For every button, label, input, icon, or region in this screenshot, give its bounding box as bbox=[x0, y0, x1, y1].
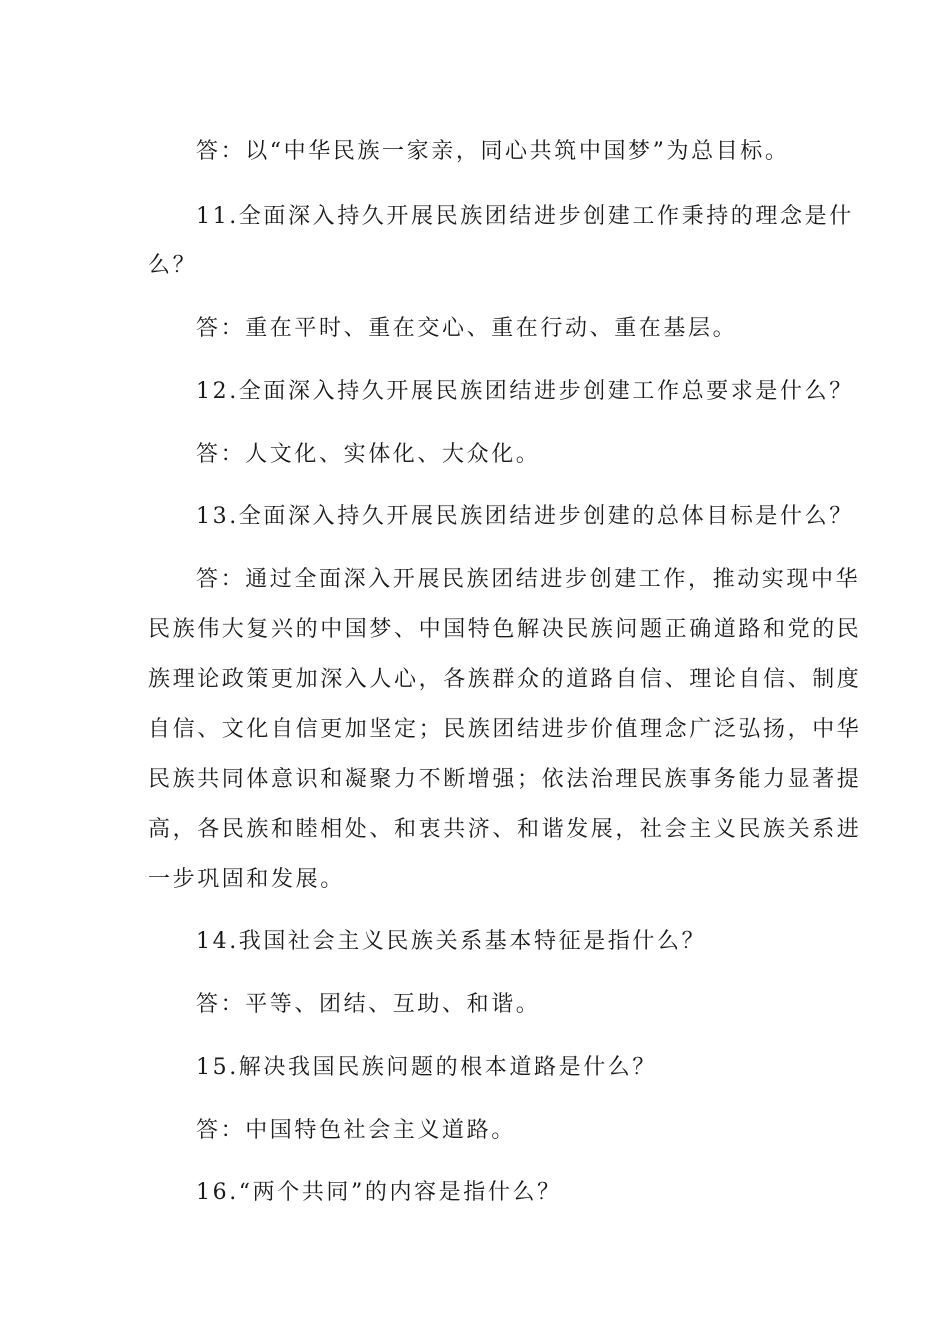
question-13: 13.全面深入持久开展民族团结进步创建的总体目标是什么？ bbox=[196, 504, 854, 529]
question-16: 16.“两个共同”的内容是指什么？ bbox=[196, 1180, 562, 1205]
answer-13-line-6: 高，各民族和睦相处、和衷共济、和谐发展，社会主义民族关系进 bbox=[148, 817, 862, 842]
answer-13-line-5: 民族共同体意识和凝聚力不断增强；依法治理民族事务能力显著提 bbox=[148, 767, 862, 792]
question-12: 12.全面深入持久开展民族团结进步创建工作总要求是什么？ bbox=[196, 379, 854, 404]
answer-13-line-1: 答：通过全面深入开展民族团结进步创建工作，推动实现中华 bbox=[196, 567, 861, 592]
answer-15: 答：中国特色社会主义道路。 bbox=[196, 1118, 516, 1143]
answer-11: 答：重在平时、重在交心、重在行动、重在基层。 bbox=[196, 316, 738, 341]
answer-10: 答：以“中华民族一家亲，同心共筑中国梦”为总目标。 bbox=[196, 139, 790, 164]
answer-13-line-4: 自信、文化自信更加坚定；民族团结进步价值理念广泛弘扬，中华 bbox=[148, 717, 862, 742]
answer-13-line-2: 民族伟大复兴的中国梦、中国特色解决民族问题正确道路和党的民 bbox=[148, 617, 862, 642]
answer-13-line-3: 族理论政策更加深入人心，各族群众的道路自信、理论自信、制度 bbox=[148, 667, 862, 692]
question-15: 15.解决我国民族问题的根本道路是什么？ bbox=[196, 1055, 657, 1080]
answer-12: 答：人文化、实体化、大众化。 bbox=[196, 442, 541, 467]
question-11: 11.全面深入持久开展民族团结进步创建工作秉持的理念是什 bbox=[196, 204, 854, 229]
question-14: 14.我国社会主义民族关系基本特征是指什么？ bbox=[196, 929, 707, 954]
question-11-continued: 么？ bbox=[148, 253, 198, 278]
answer-13-line-7: 一步巩固和发展。 bbox=[148, 867, 345, 892]
answer-14: 答：平等、团结、互助、和谐。 bbox=[196, 992, 541, 1017]
